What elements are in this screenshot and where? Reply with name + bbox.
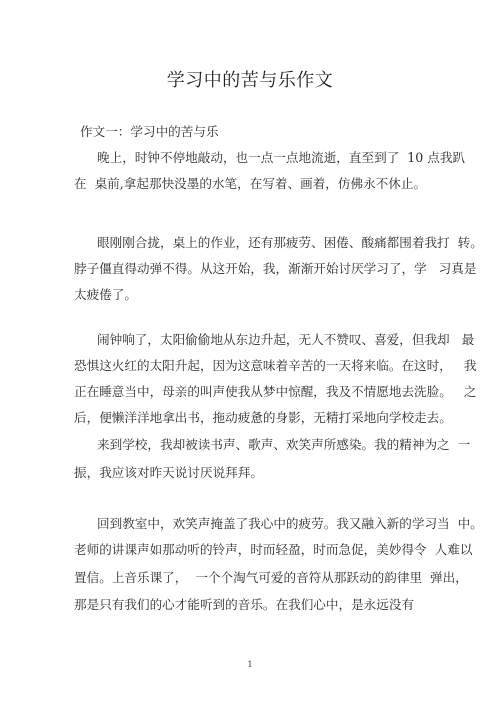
text-line: 正在睡意当中，母亲的叫声使我从梦中惊醒，我及不情愿地去洗脸。 之 (74, 384, 477, 399)
text-line: 恐惧这火红的太阳升起，因为这意味着辛苦的一天将来临。在这时， 我 (74, 358, 477, 373)
text-line: 回到教室中，欢笑声掩盖了我心中的疲劳。我又融入新的学习当 中。 (97, 516, 483, 531)
text-line: 太疲倦了。 (74, 287, 137, 302)
text-line: 老师的讲课声如那动听的铃声，时而轻盈，时而急促，美妙得令 人难以 (74, 542, 473, 557)
text-line: 后，便懒洋洋地拿出书，拖动疲惫的身影，无精打采地向学校走去。 (74, 410, 452, 425)
text-line: 那是只有我们的心才能听到的音乐。在我们心中，是永远没有 (74, 597, 415, 612)
text-line: 置信。上音乐课了， 一个个淘气可爱的音符从那跃动的韵律里 弹出， (74, 570, 468, 585)
document-title: 学习中的苦与乐作文 (166, 70, 334, 91)
text-line: 来到学校，我却被读书声、歌声、欢笑声所感染。我的精神为之 一 (97, 437, 471, 452)
text-line: 晚上，时钟不停地敲动，也一点一点地流逝，直至到了 10 点我趴 (97, 150, 466, 165)
text-line: 振，我应该对昨天说讨厌说拜拜。 (74, 465, 263, 480)
essay-heading: 作文一：学习中的苦与乐 (80, 124, 219, 139)
text-line: 闹钟响了，太阳偷偷地从东边升起，无人不赞叹、喜爱，但我却 最 (97, 332, 475, 347)
text-line: 在 桌前,拿起那快没墨的水笔，在写着、画着，仿佛永不休止。 (74, 176, 427, 191)
page-number: 1 (247, 660, 253, 669)
text-line: 脖子僵直得动弹不得。从这开始，我，渐渐开始讨厌学习了，学 习真是 (74, 261, 477, 276)
text-line: 眼刚刚合拢，桌上的作业，还有那疲劳、困倦、酸痛都围着我打 转。 (97, 235, 483, 250)
